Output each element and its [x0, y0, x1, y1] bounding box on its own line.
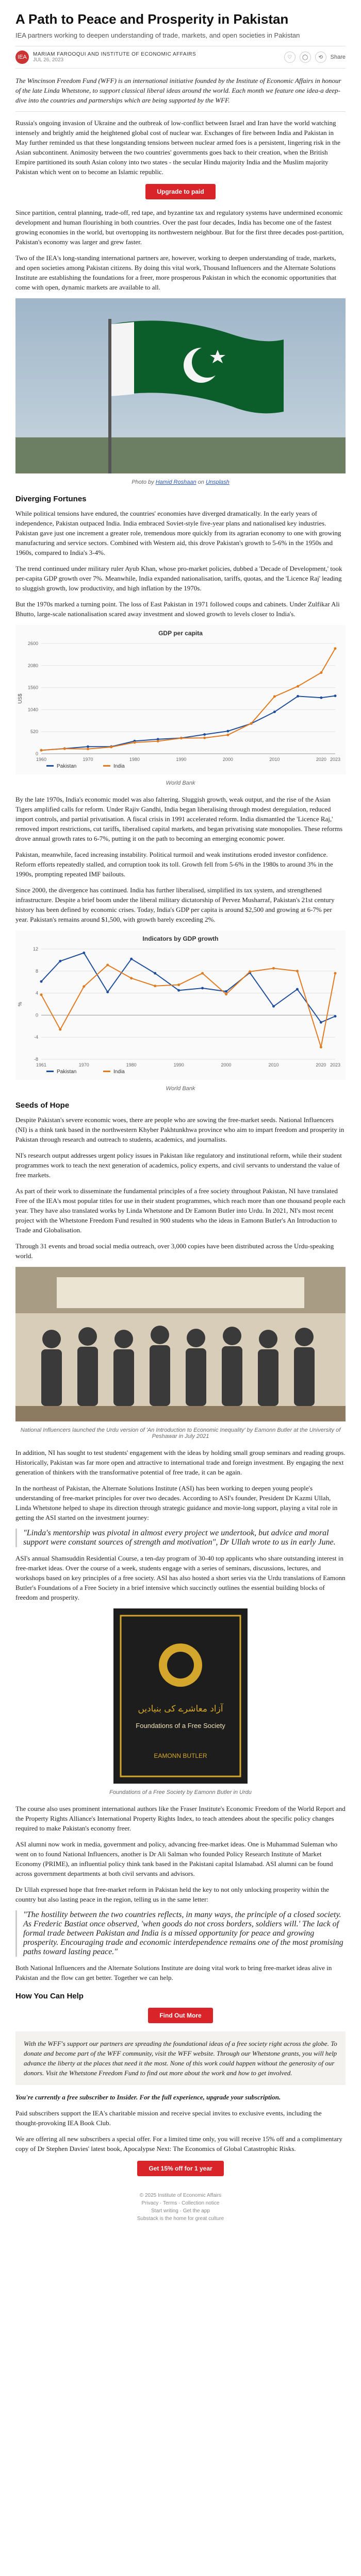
y-tick-label: 8	[35, 968, 38, 974]
book-english-title: Foundations of a Free Society	[136, 1722, 225, 1730]
x-tick-label: 2010	[269, 757, 280, 762]
body-paragraph: Two of the IEA's long-standing international partners are, however, working to deepen understanding of trade, markets, and open societies among Pakistan citizens. By doing this vital work, Thousand Influencers and the Alternate Solutions Institute are establishing the foundations for a freer, more prosperous Pakistan in which the economic opportunities that come with open, dynamic markets are available to all.	[15, 254, 337, 291]
body-paragraph: But the 1970s marked a turning point. The loss of East Pakistan in 1971 followed coups and cabinets. Under Zulfikar Ali Bhutto, large-scale nationalisation scared away investment and slowed growth to levels closer to India's.	[15, 600, 340, 618]
body-paragraph: As part of their work to disseminate the fundamental principles of a free society throughout Pakistan, NI have translated Free of the IEA's most popular titles for use in their student programmes, which reach more than one thousand people each year. They have also translated works by Linda Whetstone and Dr Eamonn Butler into Urdu. In 2021, NI's most recent project with the Whetstone Freedom Fund resulted in 900 students who the ideas in Eamonn Butler's An Introduction to Trade and Globalisation.	[15, 1187, 346, 1234]
x-tick-label: 2020	[316, 1062, 326, 1067]
data-point	[133, 741, 136, 744]
find-out-more-button[interactable]: Find Out More	[148, 2008, 212, 2023]
x-tick-label: 2023	[330, 1062, 341, 1067]
body-paragraph: ASI alumni now work in media, government and policy, advancing free-market ideas. One is Muhammad Suleman who went on to found National Influencers, another is Dr Ali Salman who founded Policy Research Institute of Market Economy (PRIME), an influential policy think tank based in the Pakistani capital Islamabad. ASI alumni can be found across government departments at both civil servants and advisors.	[15, 1840, 338, 1877]
x-tick-label: 1990	[173, 1062, 184, 1067]
data-point	[154, 985, 156, 987]
y-tick-label: 520	[30, 729, 38, 735]
x-tick-label: 1961	[36, 1062, 47, 1067]
data-point	[334, 972, 337, 975]
body-paragraph: Pakistan, meanwhile, faced increasing instability. Political turmoil and weak institutions eroded investor confidence. Reform efforts repeatedly stalled, and corruption took its toll. Growth fell from 5-6% in the 1980s to around 3% in the 1990s, prompting repeated IMF bailouts.	[15, 851, 333, 878]
x-tick-label: 1960	[36, 757, 47, 762]
page-footer	[15, 2192, 346, 2223]
y-tick-label: 12	[32, 946, 38, 952]
body-paragraph: In addition, NI has sought to test students' engagement with the ideas by holding small group seminars and reading groups. Historically, Pakistan was far more open and attractive to international trade and foreign investment. By engaging the next generation of thinkers with the transformative potential of free trade, it can be again.	[15, 1449, 346, 1476]
discount-subscribe-button[interactable]: Get 15% off for 1 year	[137, 2161, 223, 2176]
quote-bastiat: "The hostility between the two countries reflects, in many ways, the principle of a closed society. As Frederic Bastiat once observed, 'when goods do not cross borders, soldiers will.' The lack of formal trade between Pakistan and India is a missed opportunity for peace and growing prosperity. Encouraging trade and economic interdependence remains one of the most promising paths toward lasting peace."	[15, 1910, 346, 1957]
data-point	[334, 647, 337, 650]
legend-swatch	[46, 765, 54, 767]
body-paragraph: Dr Ullah expressed hope that free-market reform in Pakistan held the key to not only unlocking prosperity within the country but also lasting peace in the region, telling us in the same letter:	[15, 1886, 329, 1903]
body-paragraph: By the late 1970s, India's economic model was also faltering. Sluggish growth, weak output, and the rise of the Asian Tigers amplified calls for reform. Under Rajiv Gandhi, India began liberalising through modest deregulation, reduced import controls, and partial privatisation. A fiscal crisis in 1991 accelerated reform. India dismantled the 'Licence Raj,' removed import restrictions, cut tariffs, liberalised capital markets, and began privatising state monopolies. These reforms drove annual growth rates to 6-7%, putting it on the path to becoming an emerging economic power.	[15, 795, 343, 842]
gdp-per-capita-chart	[15, 625, 346, 774]
data-point	[87, 745, 89, 748]
data-point	[157, 740, 159, 742]
post-actions	[284, 52, 346, 63]
data-point	[59, 1028, 61, 1031]
data-point	[106, 991, 109, 993]
body-paragraph: Through 31 events and broad social media outreach, over 3,000 copies have been distributed across the Urdu-speaking world.	[15, 1242, 334, 1260]
x-tick-label: 2020	[316, 757, 326, 762]
post-date: JUL 26, 2023	[33, 57, 64, 63]
photo-author-link[interactable]: Hamid Roshaan	[155, 479, 196, 485]
x-tick-label: 1970	[78, 1062, 89, 1067]
like-icon[interactable]: ♡	[284, 52, 296, 63]
data-point	[226, 730, 229, 733]
body-paragraph: While political tensions have endured, the countries' economies have diverged dramatically. In the early years of independence, Pakistan outpaced India. India embraced Soviet-style five-year plans and nationalised key industries. Pakistan gave just one increment a greater role, tremendous more quickly from its agrarian economy to one with growing manufacturing and service sectors. Combined with Western aid, this drove Pakistan's growth to 5-6% in the 1950s and 1960s, compared to India's 3-4%.	[15, 510, 341, 556]
body-paragraph: Despite Pakistan's severe economic woes, there are people who are sowing the free-market seeds. National Influencers (NI) is a think tank based in the northwestern Khyber Pakhtunkhwa province who aim to impart freedom and prosperity in Pakistan through research and outreach to students, academics, and journalists.	[15, 1116, 344, 1143]
y-tick-label: -8	[34, 1057, 38, 1062]
y-tick-label: 1560	[27, 685, 38, 690]
x-tick-label: 1990	[176, 757, 187, 762]
chart-title: Indicators by GDP growth	[142, 935, 219, 942]
data-point	[273, 710, 276, 713]
y-tick-label: 0	[35, 1012, 38, 1018]
footer-copyright: © 2025 Institute of Economic Affairs	[139, 2193, 222, 2198]
chart-background	[15, 625, 346, 774]
x-tick-label: 2000	[222, 757, 233, 762]
data-point	[225, 990, 227, 993]
body-paragraph: ASI's annual Shamsuddin Residential Course, a ten-day program of 30-40 top applicants who share outstanding interest in free-market ideas. Over the course of a week, students engage with a series of seminars, discussions, lectures, and workshops based on key principles of a free society. ASI has also hosted a short series via the Urdu translations of Eamonn Butler's Foundations of a Free Society in a brief intensive which succinctly outlines the essential building blocks of freedom and prosperity.	[15, 1554, 346, 1601]
legend-label: Pakistan	[57, 1069, 77, 1075]
data-point	[320, 1046, 322, 1048]
data-point	[130, 977, 133, 979]
pakistan-flag-photo[interactable]	[15, 298, 346, 473]
data-point	[334, 1015, 337, 1018]
book-urdu-title: آزاد معاشرے کی بنیادیں	[138, 1704, 223, 1714]
data-point	[320, 1021, 322, 1024]
author-name[interactable]: MARIAM FAROOQUI AND INSTITUTE OF ECONOMIC AFFAIRS	[33, 52, 196, 57]
body-paragraph: Paid subscribers support the IEA's charitable mission and receive special invites to exclusive events, including the thought-provoking IEA Book Club.	[15, 2109, 322, 2127]
data-point	[40, 980, 43, 983]
data-point	[106, 964, 109, 967]
x-tick-label: 2023	[330, 757, 341, 762]
comment-icon[interactable]: ◯	[300, 52, 311, 63]
chart-background	[15, 930, 346, 1080]
data-point	[320, 671, 322, 674]
body-paragraph: The trend continued under military ruler Ayub Khan, whose pro-market policies, dubbed a 'Decade of Development,' took per-capita GDP growth over 7%. Meanwhile, India expanded nationalisation, tariffs, quotas, and the 'Licence Raj' leading to sluggish growth, low productivity, and high inflation by the 1970s.	[15, 565, 342, 592]
author-block	[15, 50, 196, 64]
x-tick-label: 1980	[129, 757, 140, 762]
y-tick-label: 0	[35, 751, 38, 756]
chart1-source-caption[interactable]: World Bank	[166, 780, 195, 786]
body-paragraph: Russia's ongoing invasion of Ukraine and the outbreak of low-conflict between Israel and Iran have the world watching intensely and brightly amid the heightened global cost of nuclear war. Exchanges of fire between India and Pakistan in May further reminded us that these longstanding tensions between nuclear armed foes is a persistent, lingering risk in the Asian subcontinent. Animosity between the two countries' governments goes back to their creation, when the British Empire partitioned its south Asian colony into two states - the secular Hindu majority India and the Muslim majority Pakistan which went on to become an Islamic republic.	[15, 119, 340, 176]
share-button[interactable]: Share	[330, 54, 346, 60]
body-paragraph: The course also uses prominent international authors like the Fraser Institute's Economic Freedom of the World Report and the Property Rights Alliance's International Property Rights Index, to teach attendees about the specific policy changes required to make Pakistan's economy freer.	[15, 1805, 346, 1832]
book-caption: Foundations of a Free Society by Eamonn Butler in Urdu	[109, 1789, 252, 1795]
data-point	[272, 1005, 275, 1008]
data-point	[272, 967, 275, 970]
book-launch-photo[interactable]	[15, 1267, 346, 1421]
data-point	[297, 685, 299, 688]
footer-app-links[interactable]: Start writing · Get the app	[151, 2208, 210, 2214]
body-paragraph: In the northeast of Pakistan, the Alternate Solutions Institute (ASI) has been working to deepen young people's understanding of free-market principles for over two decades. According to ASI's founder, President Dr Kazmi Ullah, Linda Whetstone helped to shape its direction through strategic guidance and movie-long support, playing a vital role in getting the ASI started on the investment journey:	[15, 1484, 338, 1521]
section-heading-help: How You Can Help	[15, 1992, 84, 2001]
footer-tagline: Substack is the home for great culture	[137, 2216, 224, 2222]
legend-label: India	[113, 764, 125, 769]
data-point	[273, 695, 276, 698]
legend-swatch	[46, 1071, 54, 1072]
page-subtitle: IEA partners working to deepen understanding of trade, markets, and open societies in Pakistan	[15, 31, 300, 39]
data-point	[201, 987, 204, 989]
data-point	[225, 993, 227, 995]
y-tick-label: 2080	[27, 663, 38, 668]
data-point	[226, 734, 229, 736]
data-point	[83, 952, 85, 954]
data-point	[177, 989, 180, 992]
data-point	[249, 970, 251, 973]
y-tick-label: 4	[35, 990, 38, 996]
data-point	[203, 737, 206, 739]
data-point	[250, 722, 253, 725]
data-point	[40, 749, 43, 752]
section-heading-diverging: Diverging Fortunes	[15, 495, 87, 503]
data-point	[110, 745, 112, 748]
book-cover-wrapper	[15, 1608, 346, 1786]
body-paragraph: Since partition, central planning, trade-off, red tape, and byzantine tax and regulatory systems have undermined economic development and human flourishing in both countries. Over the past four decades, India has become one of the fastest growing economies in the world, but overtopping its northwestern neighbour. But for the first three decades post-partition, Pakistan's economy was larger and grew faster.	[15, 209, 344, 246]
data-point	[87, 748, 89, 750]
intro-paragraph: The Wincinson Freedom Fund (WFF) is an international initiative founded by the Institute of Economic Affairs in honour of the late Linda Whetstone, to support classical liberal ideas around the world. Each month we feature one idea-a deep-dive into the countries and partnerships which are being supported by the WFF.	[15, 76, 346, 112]
y-axis-label: %	[18, 1002, 23, 1007]
body-paragraph: NI's research output addresses urgent policy issues in Pakistan like regulatory and institutional reform, while their student programmes work to teach the next generation of academics, policy experts, and civil servants to understand the value of free markets.	[15, 1151, 342, 1179]
body-paragraph: Since 2000, the divergence has continued. India has further liberalised, simplified its tax system, and strengthened infrastructure. Despite a brief boom under the liberal military dictatorship of Pervez Musharraf, Pakistan's 21st century history has been defined by economic crises. Today, India's GDP per capita is around $2,500 and growing at 6-7% per year. Pakistan's remains around $1,500, with growth barely exceeding 2%.	[15, 886, 335, 923]
launch-photo-caption: National Influencers launched the Urdu version of 'An Introduction to Economic Inequality' by Eamonn Butler at the University of Peshawar in July 2021	[20, 1427, 341, 1439]
x-tick-label: 1970	[83, 757, 93, 762]
chart-title: GDP per capita	[158, 630, 203, 637]
y-tick-label: 2600	[27, 641, 38, 646]
book-author: EAMONN BUTLER	[154, 1752, 207, 1759]
wff-info-text: With the WFF's support our partners are spreading the foundational ideas of a free society right across the globe. To donate and become part of the WFF community, visit the WFF website. Through our Whetstone grants, you will help advance the liberty at the places that need it the most. None of this work could happen without the generosity of our donors. Visit the Whetstone Freedom Fund to find out more about the work and how to get involved.	[24, 2040, 337, 2077]
upgrade-button[interactable]: Upgrade to paid	[145, 184, 215, 199]
x-tick-label: 1980	[126, 1062, 137, 1067]
subscription-note: You're currently a free subscriber to Insider. For the full experience, upgrade your subscription.	[15, 2093, 281, 2101]
data-point	[63, 748, 66, 750]
data-point	[83, 985, 85, 988]
y-tick-label: -4	[34, 1035, 38, 1040]
y-tick-label: 1040	[27, 707, 38, 713]
gdp-growth-chart	[15, 930, 346, 1080]
photo-site-link[interactable]: Unsplash	[205, 479, 229, 485]
data-point	[320, 697, 322, 699]
data-point	[130, 958, 133, 960]
legend-label: Pakistan	[57, 764, 77, 769]
data-point	[201, 972, 204, 975]
data-point	[297, 695, 299, 698]
legend-swatch	[103, 765, 110, 767]
wff-info-box	[15, 2031, 346, 2085]
data-point	[154, 972, 156, 975]
data-point	[59, 960, 61, 962]
body-paragraph: We are offering all new subscribers a special offer. For a limited time only, you will receive 15% off and a complimentary copy of Dr Stephen Davies' latest book, Apocalypse Next: The Economics of Global Catastrophic Risks.	[15, 2135, 342, 2153]
legend-swatch	[103, 1071, 110, 1072]
data-point	[296, 988, 299, 991]
x-tick-label: 2010	[268, 1062, 279, 1067]
page-title: A Path to Peace and Prosperity in Pakistan	[15, 11, 289, 27]
y-axis-label: US$	[18, 693, 23, 704]
byline-bar	[15, 46, 346, 69]
data-point	[203, 733, 206, 736]
data-point	[296, 970, 299, 972]
data-point	[334, 694, 337, 697]
data-point	[177, 984, 180, 986]
restack-icon[interactable]: ⟲	[315, 52, 326, 63]
chart2-source-caption[interactable]: World Bank	[166, 1086, 195, 1092]
x-tick-label: 2000	[221, 1062, 232, 1067]
body-paragraph: Both National Influencers and the Alternate Solutions Institute are doing vital work to bring free-market ideas alive in Pakistan and the flow can get better. Together we can help.	[15, 1964, 332, 1981]
legend-label: India	[113, 1069, 125, 1075]
photo-caption: Photo by Hamid Roshaan on Unsplash	[132, 479, 229, 485]
avatar[interactable]: IEA	[15, 50, 29, 64]
book-cover-image[interactable]	[113, 1608, 248, 1784]
quote-ullah: "Linda's mentorship was pivotal in almost every project we undertook, but advice and moral support were constant sources of strength and motivation", Dr Ullah wrote to us in early June.	[15, 1529, 346, 1547]
footer-links[interactable]: Privacy · Terms · Collection notice	[141, 2200, 220, 2206]
data-point	[40, 993, 43, 996]
data-point	[180, 737, 183, 739]
section-heading-seeds: Seeds of Hope	[15, 1101, 70, 1110]
